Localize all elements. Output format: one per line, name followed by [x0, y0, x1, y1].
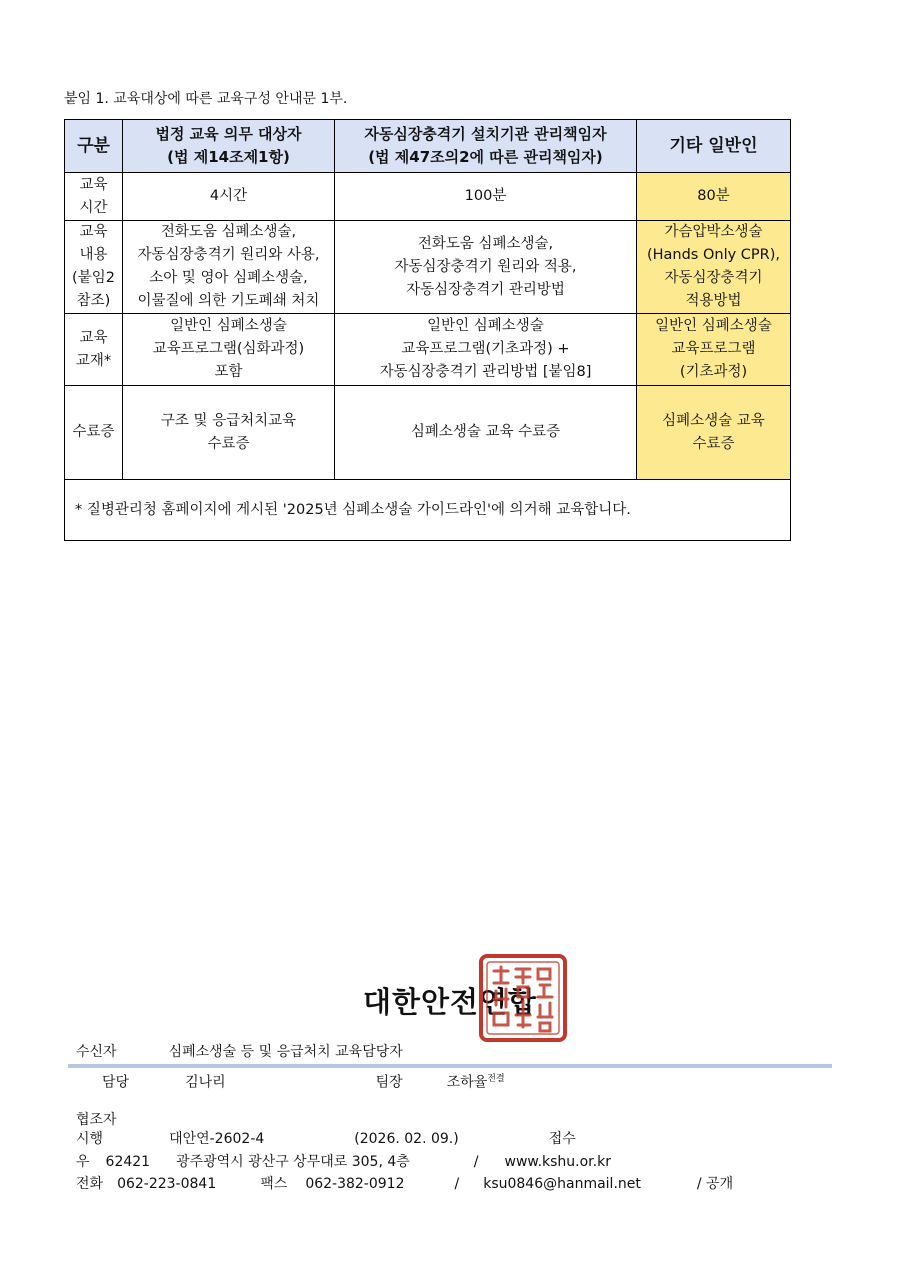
recipient-label: 수신자 — [76, 1044, 117, 1060]
leader-name: 조하율 — [446, 1074, 488, 1091]
document-date: (2026. 02. 09.) — [354, 1131, 459, 1147]
row-label-material: 교육 교재* — [65, 314, 123, 386]
postal-label: 우 — [76, 1154, 90, 1170]
table-cell: 일반인 심폐소생술 교육프로그램(심화과정) 포함 — [123, 314, 335, 386]
phone-number: 062-223-0841 — [117, 1176, 217, 1192]
charge-label: 담당 — [102, 1074, 130, 1091]
table-cell: 전화도움 심폐소생술, 자동심장충격기 원리와 사용, 소아 및 영아 심폐소생술, 이물질에 의한 기도폐쇄 처치 — [123, 221, 335, 314]
row-label-time: 교육 시간 — [65, 173, 123, 221]
attachment-note: 붙임 1. 교육대상에 따른 교육구성 안내문 1부. — [64, 91, 348, 107]
fax-label: 팩스 — [260, 1176, 288, 1192]
recipient-line — [76, 1041, 403, 1061]
table-row — [65, 386, 791, 480]
organization-name: 대한안전연합 — [362, 985, 538, 1019]
contact-line — [76, 1173, 733, 1193]
table-cell: 80분 — [637, 173, 791, 221]
table-cell: 전화도움 심폐소생술, 자동심장충격기 원리와 적용, 자동심장충격기 관리방법 — [335, 221, 637, 314]
table-cell: 일반인 심폐소생술 교육프로그램(기초과정) + 자동심장충격기 관리방법 [붙임8] — [335, 314, 637, 386]
table-note: * 질병관리청 홈페이지에 게시된 '2025년 심폐소생술 가이드라인'에 의거해 교육합니다. — [65, 480, 791, 541]
approval-mark: 전결 — [487, 1074, 505, 1084]
header-category: 구분 — [65, 120, 123, 173]
staff-line — [102, 1071, 505, 1092]
disclosure-status: / 공개 — [696, 1176, 734, 1192]
postal-code: 62421 — [105, 1154, 151, 1170]
enforce-line — [76, 1128, 576, 1148]
table-cell: 일반인 심폐소생술 교육프로그램 (기초과정) — [637, 314, 791, 386]
footer-divider — [68, 1064, 832, 1068]
cooperator-label: 협조자 — [76, 1112, 117, 1128]
receipt-label: 접수 — [548, 1131, 576, 1147]
official-seal-icon — [478, 953, 568, 1043]
email-link[interactable]: ksu0846@hanmail.net — [483, 1176, 641, 1192]
website-link[interactable]: www.kshu.or.kr — [504, 1154, 611, 1170]
table-row — [65, 173, 791, 221]
recipient-value: 심폐소생술 등 및 응급처치 교육담당자 — [168, 1044, 403, 1060]
slash-separator: / — [473, 1154, 479, 1170]
header-general-public: 기타 일반인 — [637, 120, 791, 173]
leader-label: 팀장 — [375, 1074, 403, 1091]
table-cell: 가슴압박소생술 (Hands Only CPR), 자동심장충격기 적용방법 — [637, 221, 791, 314]
table-row — [65, 314, 791, 386]
address: 광주광역시 광산구 상무대로 305, 4층 — [176, 1154, 410, 1170]
address-line — [76, 1151, 611, 1171]
table-row — [65, 221, 791, 314]
header-legal-target: 법정 교육 의무 대상자 (법 제14조제1항) — [123, 120, 335, 173]
table-cell: 구조 및 응급처치교육 수료증 — [123, 386, 335, 480]
table-cell: 심폐소생술 교육 수료증 — [335, 386, 637, 480]
fax-number: 062-382-0912 — [305, 1176, 405, 1192]
row-label-certificate: 수료증 — [65, 386, 123, 480]
table-note-row — [65, 480, 791, 541]
table-cell: 4시간 — [123, 173, 335, 221]
slash-separator: / — [454, 1176, 460, 1192]
table-header-row — [65, 120, 791, 173]
enforce-label: 시행 — [76, 1131, 104, 1147]
education-table — [64, 119, 791, 541]
charge-name: 김나리 — [185, 1074, 226, 1091]
header-aed-manager: 자동심장충격기 설치기관 관리책임자 (법 제47조의2에 따른 관리책임자) — [335, 120, 637, 173]
document-number: 대안연-2602-4 — [169, 1131, 265, 1147]
phone-label: 전화 — [76, 1176, 104, 1192]
table-cell: 100분 — [335, 173, 637, 221]
row-label-content: 교육 내용 (붙임2 참조) — [65, 221, 123, 314]
table-cell: 심폐소생술 교육 수료증 — [637, 386, 791, 480]
